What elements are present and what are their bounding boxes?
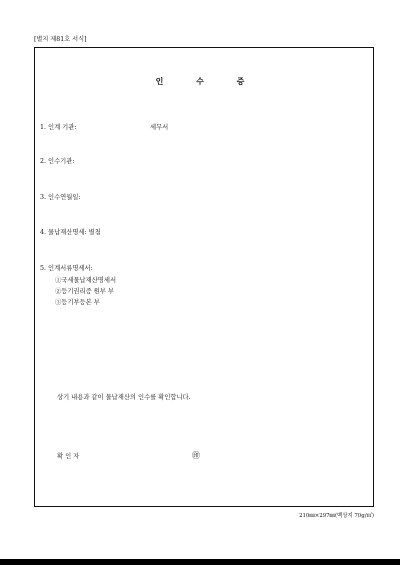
documents-label: 5. 인계서류명세서: bbox=[40, 265, 93, 272]
paper-spec: 210㎜×297㎜(백상지 70g/㎡) bbox=[299, 513, 374, 519]
document-item-tax-property: ①국세물납재산명세서 bbox=[55, 277, 117, 284]
bottom-bar bbox=[0, 559, 400, 565]
document-title: 인 수 증 bbox=[155, 76, 245, 86]
document-item-registration-certificate: ②등기권리증 원부 부 bbox=[55, 288, 114, 295]
transfer-agency-value: 세무서 bbox=[150, 124, 169, 131]
receiving-agency-label: 2. 인수기관: bbox=[40, 158, 75, 165]
confirmation-statement: 상기 내용과 같이 물납재산의 인수를 확인합니다. bbox=[57, 394, 191, 401]
document-item-registry-copy: ③등기부등본 부 bbox=[55, 299, 100, 306]
form-number-label: [별지 제81호 서식] bbox=[34, 36, 87, 43]
seal-icon: ㊞ bbox=[192, 451, 200, 460]
confirmer-label: 확 인 자 bbox=[57, 453, 80, 460]
transfer-agency-label: 1. 인계 기관: bbox=[40, 124, 77, 131]
property-list-label: 4. 물납재산명세: 별첨 bbox=[40, 229, 101, 236]
receipt-date-label: 3. 인수연월일: bbox=[40, 194, 81, 201]
